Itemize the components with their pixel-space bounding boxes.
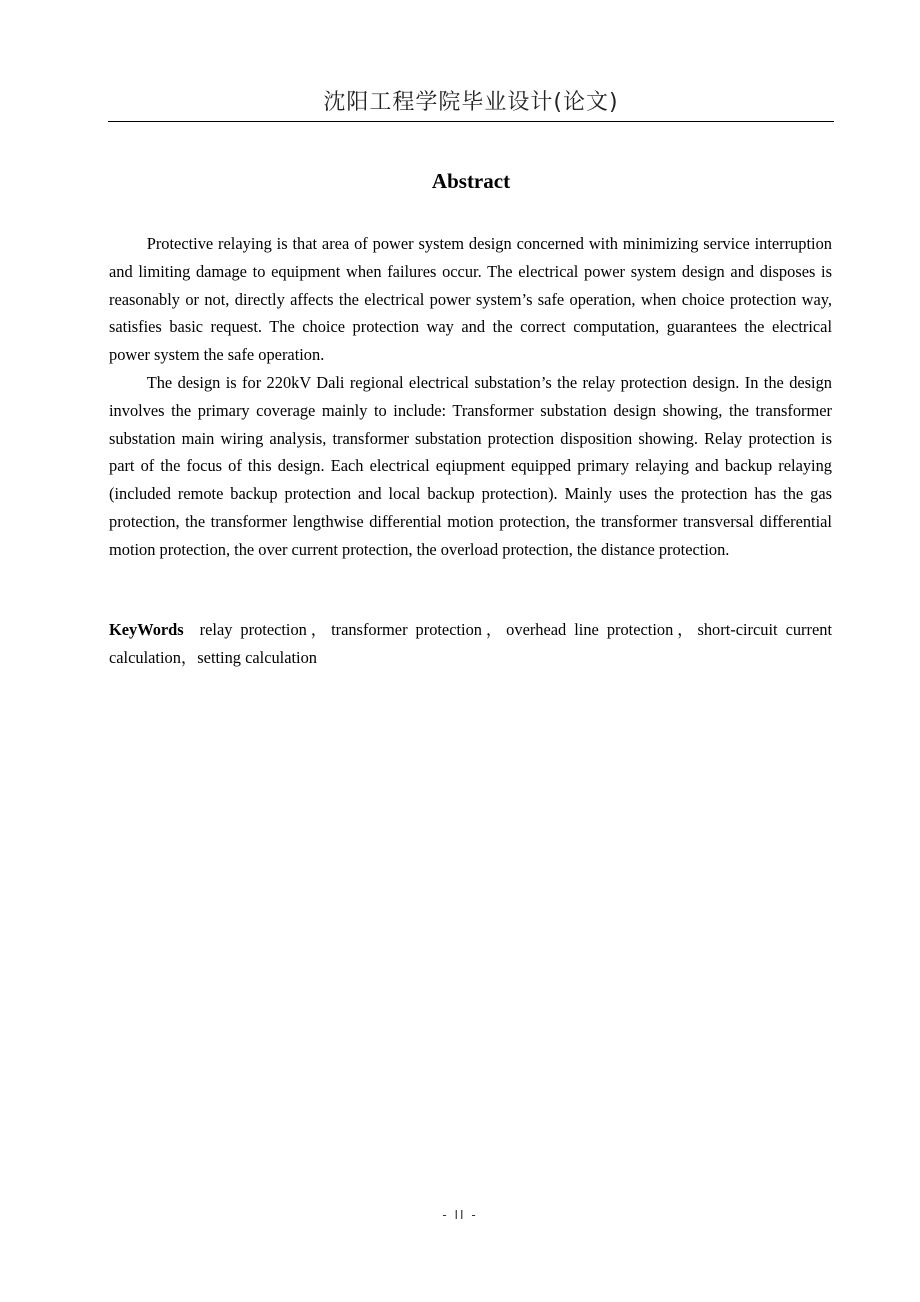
abstract-title: Abstract xyxy=(431,169,511,193)
keywords-section xyxy=(109,616,832,672)
page-number: - II - xyxy=(442,1208,478,1222)
keywords-label: KeyWords xyxy=(109,620,184,639)
abstract-paragraph-2: The design is for 220kV Dali regional electrical substation’s the relay protection design. In the design involves the primary coverage mainly to include: Transformer substation design showing, the transformer substation main wiring analysis, transformer substation protection disposition showing. Relay protection is part of the focus of this design. Each electrical eqiupment equipped primary relaying and backup relaying (included remote backup protection and local backup protection). Mainly uses the protection has the gas protection, the transformer lengthwise differential motion protection, the transformer transversal differential motion protection, the over current protection, the overload protection, the distance protection. xyxy=(109,372,832,559)
abstract-paragraph-1: Protective relaying is that area of power system design concerned with minimizing service interruption and limiting damage to equipment when failures occur. The electrical power system design and disposes is reasonably or not, directly affects the electrical power system’s safe operation, when choice protection way, satisfies basic request. The choice protection way and the correct computation, guarantees the electrical power system the safe operation. xyxy=(109,234,832,365)
keywords-text: relay protection，transformer protection，overhead line protection，short-circuit current calculation，setting calculation xyxy=(109,620,832,667)
header-divider xyxy=(108,121,834,122)
abstract-body xyxy=(109,230,832,564)
running-header: 沈阳工程学院毕业设计(论文) xyxy=(323,90,619,115)
